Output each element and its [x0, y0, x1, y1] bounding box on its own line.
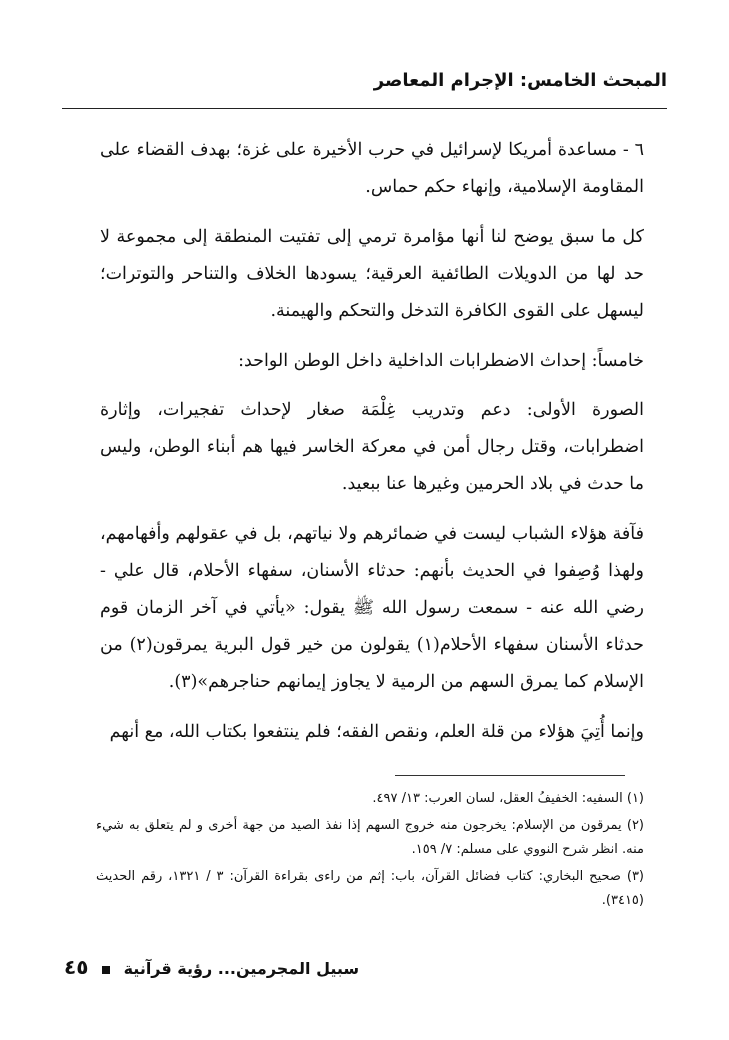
footnote-1: (١) السفيه: الخفيفُ العقل، لسان العرب: ١٣/ ٤٩٧. [372, 791, 644, 806]
footnote-3: (٣) صحيح البخاري: كتاب فضائل القرآن، باب: إثم من راءى بقراءة القرآن: ٣ / ١٣٢١، رقم الحديث (٣٤١٥). [96, 869, 644, 908]
footnote-2: (٢) يمرقون من الإسلام: يخرجون منه خروج السهم إذا نفذ الصيد من جهة أخرى و لم يتعلق به شيء منه. انظر شرح النووي على مسلم: ٧/ ١٥٩. [96, 818, 644, 857]
footnote-divider [395, 775, 625, 776]
square-bullet-icon [102, 966, 110, 974]
page-number: ٤٥ [64, 955, 89, 979]
chapter-title: المبحث الخامس: الإجرام المعاصر [373, 70, 667, 91]
paragraph-first-image: الصورة الأولى: دعم وتدريب غِلْمَة صغار لإحداث تفجيرات، وإثارة اضطرابات، وقتل رجال أمن في معركة الخاسر فيها هم أبناء الوطن، وليس ما حدث في بلاد الحرمين وغيرها عنا ببعيد. [100, 400, 644, 494]
running-header [62, 70, 667, 91]
book-title: سبيل المجرمين... رؤية قرآنية [123, 959, 360, 978]
section-heading-fifth: خامساً: إحداث الاضطرابات الداخلية داخل الوطن الواحد: [238, 351, 644, 371]
paragraph-conclusion: كل ما سبق يوضح لنا أنها مؤامرة ترمي إلى تفتيت المنطقة إلى مجموعة لا حد لها من الدويلات الطائفية العرقية؛ يسودها الخلاف والتناحر والتوترات؛ ليسهل على القوى الكافرة التدخل والتحكم والهيمنة. [100, 227, 644, 321]
paragraph-hadith: فآفة هؤلاء الشباب ليست في ضمائرهم ولا نياتهم، بل في عقولهم وأفهامهم، ولهذا وُصِفوا في الحديث بأنهم: حدثاء الأسنان، سفهاء الأحلام، قال علي - رضي الله عنه - سمعت رسول الله ﷺ يقول: «يأتي في آخر الزمان قوم حدثاء الأسنان سفهاء الأحلام(١) يقولون من خير قول البرية يمرقون(٢) من الإسلام كما يمرق السهم من الرمية لا يجاوز إيمانهم حناجرهم»(٣). [100, 524, 644, 692]
paragraph-item-6: ٦ - مساعدة أمريكا لإسرائيل في حرب الأخيرة على غزة؛ بهدف القضاء على المقاومة الإسلامية، وإنهاء حكم حماس. [100, 140, 644, 197]
header-divider [62, 108, 667, 109]
paragraph-continuation: وإنما أُتِيَ هؤلاء من قلة العلم، ونقص الفقه؛ فلم ينتفعوا بكتاب الله، مع أنهم [109, 722, 644, 742]
page-footer [64, 955, 359, 979]
main-text [100, 132, 644, 764]
footnotes [96, 787, 644, 916]
